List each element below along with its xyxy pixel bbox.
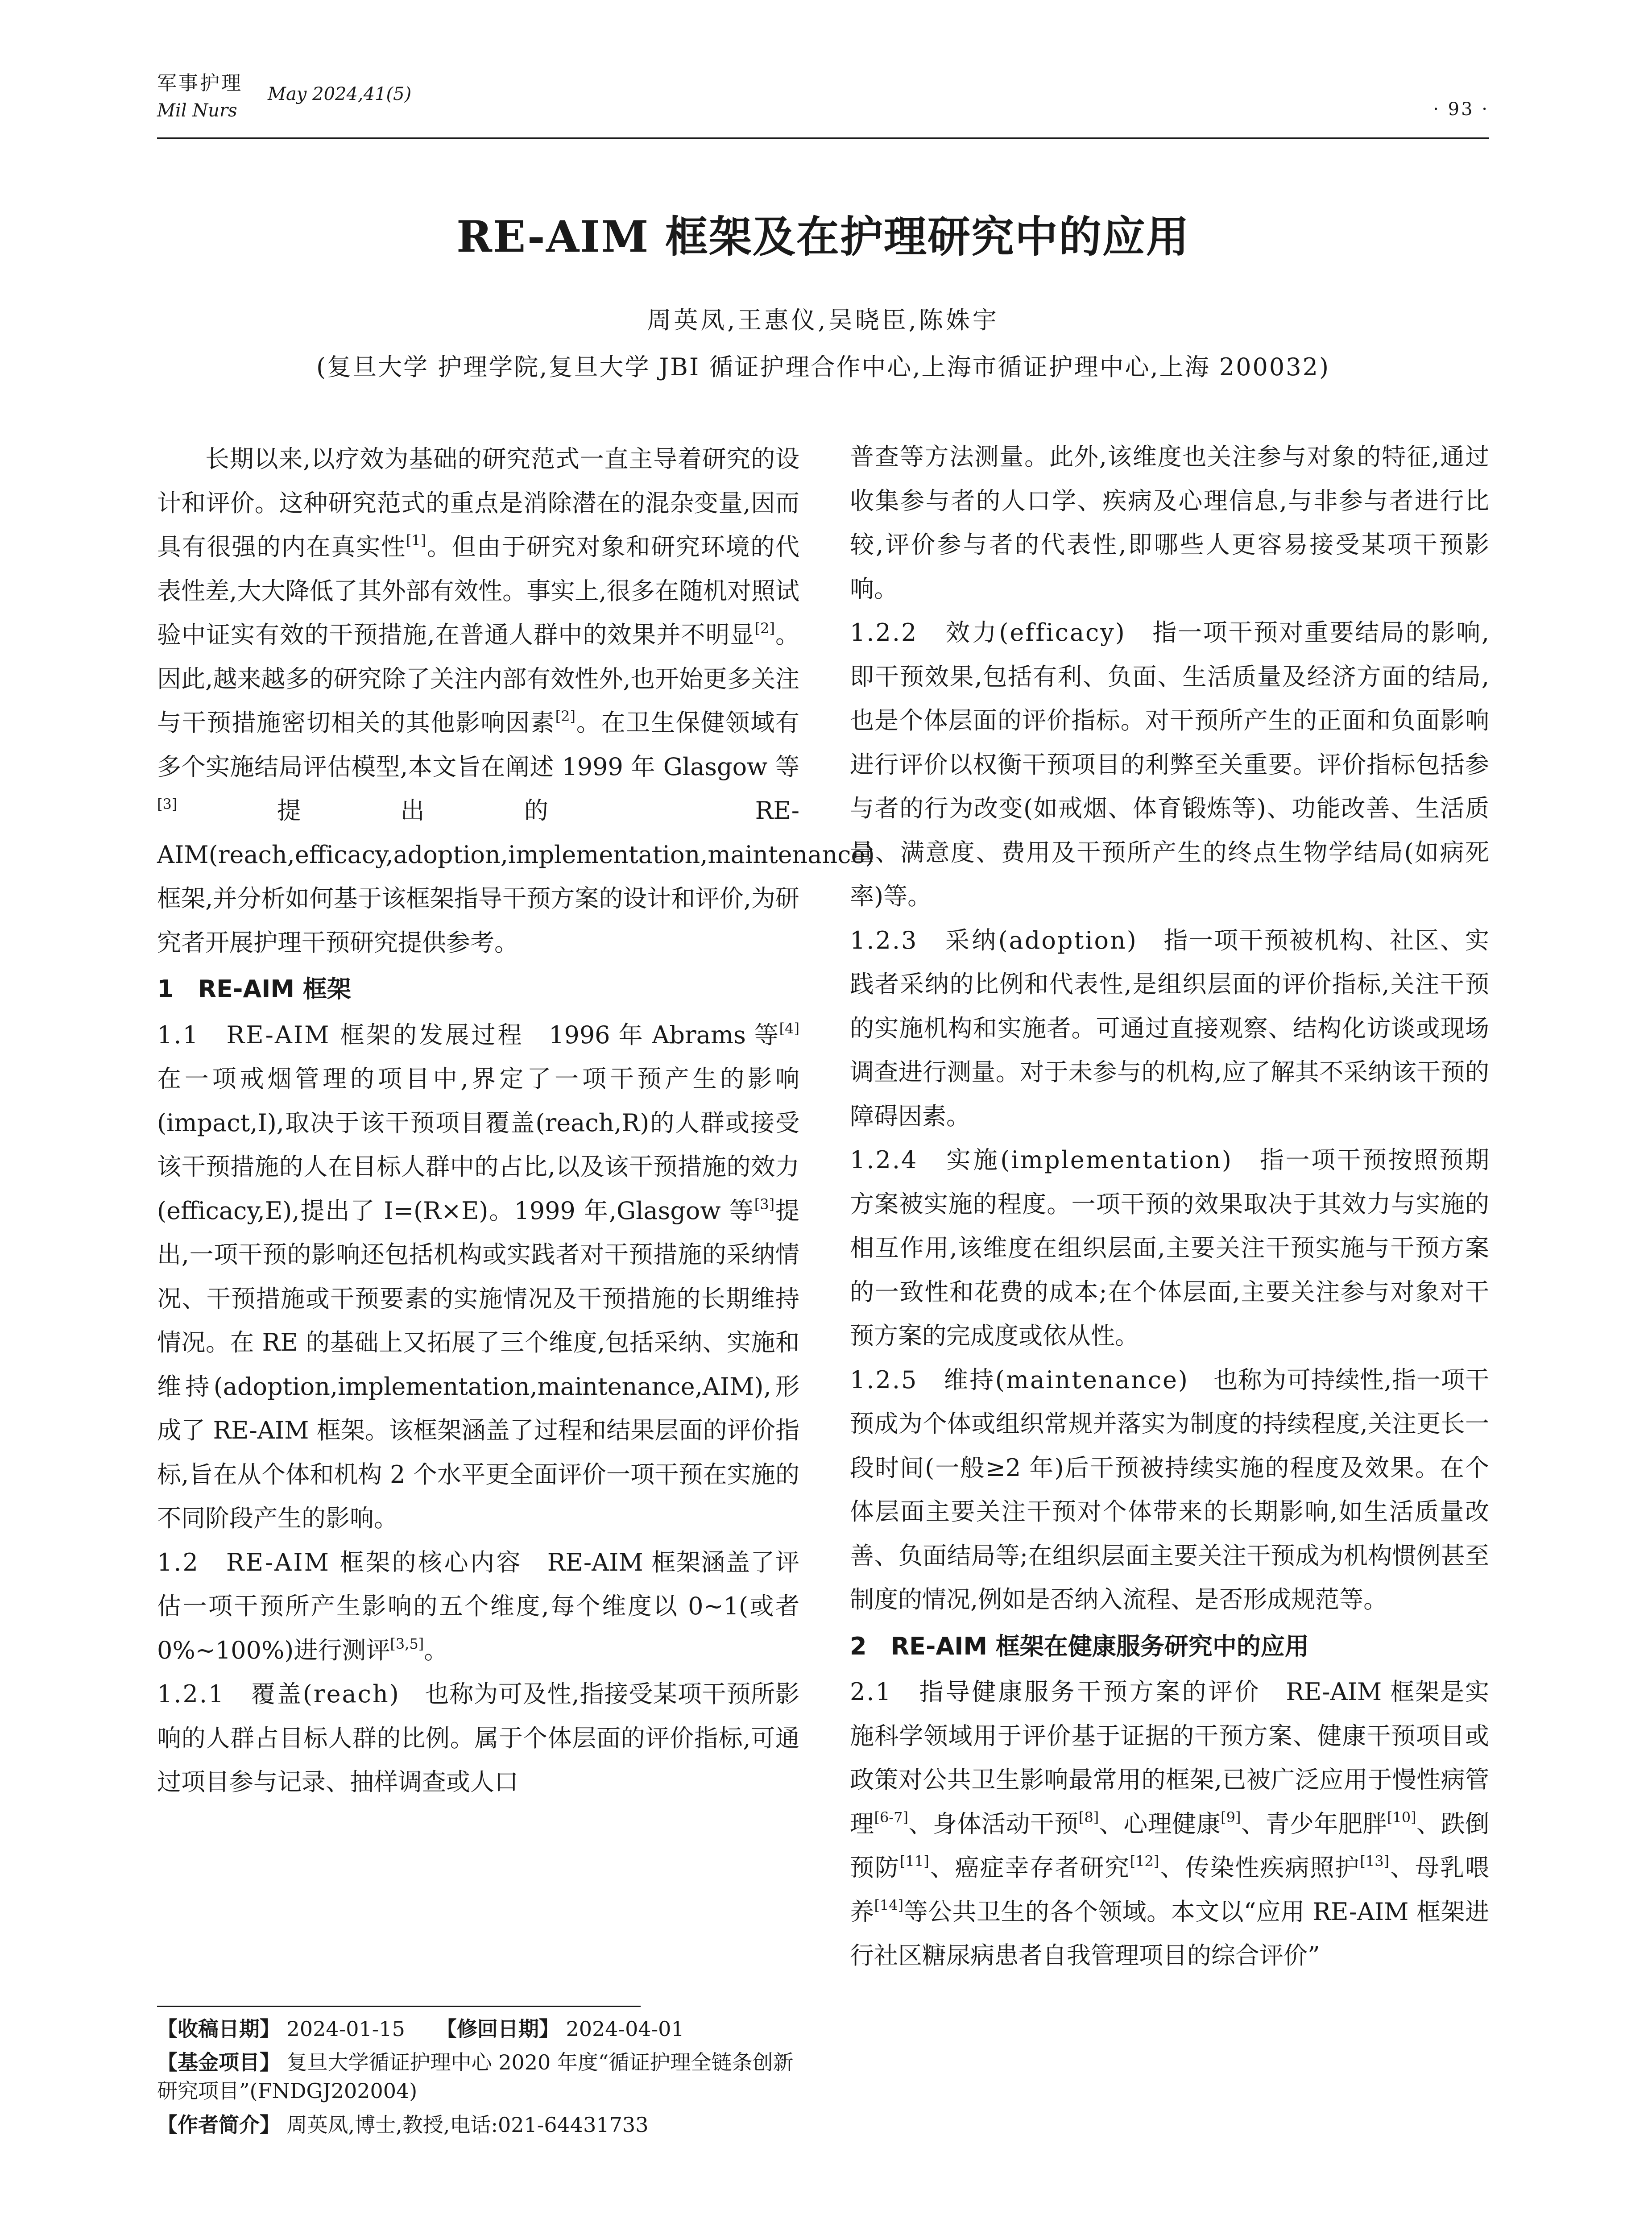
subsection-heading: 1.2.3 采纳(adoption) bbox=[850, 926, 1138, 954]
section-1-heading: 1 RE-AIM 框架 bbox=[157, 975, 351, 1003]
citation: [14] bbox=[874, 1896, 904, 1914]
intro-paragraph: 长期以来,以疗效为基础的研究范式一直主导着研究的设计和评价。这种研究范式的重点是消除潜在的混杂变量,因而具有很强的内在真实性[1]。但由于研究对象和研究环境的代表性差,大大降低了其外部有效性。事实上,很多在随机对照试验中证实有效的干预措施,在普通人群中的效果并不明显[2]。因此,越来越多的研究除了关注内部有效性外,也开始更多关注与干预措施密切相关的其他影响因素[2]。在卫生保健领域有多个实施结局评估模型,本文旨在阐述 1999 年 Glasgow 等[3]提出的 RE-AIM(reach,efficacy,adoption,implementation,maintenance)框架,并分析如何基于该框架指导干预方案的设计和评价,为研究者开展护理干预研究提供参考。 bbox=[157, 445, 875, 957]
subsection-heading: 1.2.2 效力(efficacy) bbox=[850, 618, 1126, 647]
header-rule bbox=[157, 137, 1489, 139]
citation: [4] bbox=[779, 1020, 799, 1037]
section-1-2-3: 1.2.3 采纳(adoption) 指一项干预被机构、社区、实践者采纳的比例和代表性,是组织层面的评价指标,关注干预的实施机构和实施者。可通过直接观察、结构化访谈或现场调查进行测量。对于未参与的机构,应了解其不采纳该干预的障碍因素。 bbox=[850, 926, 1489, 1130]
footnote-rule bbox=[157, 2006, 641, 2007]
journal-name-cn: 军事护理 bbox=[157, 72, 243, 95]
page-number: · 93 · bbox=[1433, 99, 1489, 120]
article-affiliation: (复旦大学 护理学院,复旦大学 JBI 循证护理合作中心,上海市循证护理中心,上海 200032) bbox=[316, 353, 1330, 381]
citation: [3] bbox=[754, 1195, 775, 1213]
subsection-heading: 1.2.5 维持(maintenance) bbox=[850, 1365, 1189, 1394]
journal-name-en: Mil Nurs bbox=[157, 100, 237, 121]
reach-continued: 普查等方法测量。此外,该维度也关注参与对象的特征,通过收集参与者的人口学、疾病及心理信息,与非参与者进行比较,评价参与者的代表性,即哪些人更容易接受某项干预影响。 bbox=[850, 443, 1489, 603]
section-1-2: 1.2 RE-AIM 框架的核心内容 RE-AIM 框架涵盖了评估一项干预所产生影响的五个维度,每个维度以 0~1(或者 0%~100%)进行测评[3,5]。 bbox=[157, 1548, 799, 1664]
article-authors: 周英凤,王惠仪,吴晓臣,陈姝宇 bbox=[647, 306, 999, 334]
footnote-fund: 【基金项目】 复旦大学循证护理中心 2020 年度“循证护理全链条创新研究项目”(FNDGJ202004) bbox=[157, 2050, 794, 2103]
citation: [3,5] bbox=[390, 1635, 424, 1652]
section-1-2-1: 1.2.1 覆盖(reach) 也称为可及性,指接受某项干预所影响的人群占目标人群的比例。属于个体层面的评价指标,可通过项目参与记录、抽样调查或人口 bbox=[157, 1680, 799, 1796]
article-title: RE-AIM 框架及在护理研究中的应用 bbox=[456, 211, 1190, 262]
right-column bbox=[850, 435, 1489, 1978]
subsection-heading: 1.2.4 实施(implementation) bbox=[850, 1146, 1233, 1174]
subsection-heading: 1.2.1 覆盖(reach) bbox=[157, 1680, 400, 1708]
citation: [9] bbox=[1221, 1808, 1241, 1826]
citation: [8] bbox=[1078, 1808, 1099, 1826]
citation: [13] bbox=[1360, 1853, 1390, 1870]
subsection-heading: 1.1 RE-AIM 框架的发展过程 bbox=[157, 1020, 524, 1049]
subsection-heading: 2.1 指导健康服务干预方案的评价 bbox=[850, 1678, 1261, 1706]
subsection-heading: 1.2 RE-AIM 框架的核心内容 bbox=[157, 1548, 523, 1576]
section-1-2-2: 1.2.2 效力(efficacy) 指一项干预对重要结局的影响,即干预效果,包括有利、负面、生活质量及经济方面的结局,也是个体层面的评价指标。对干预所产生的正面和负面影响进行评价以权衡干预项目的利弊至关重要。评价指标包括参与者的行为改变(如戒烟、体育锻炼等)、功能改善、生活质量、满意度、费用及干预所产生的终点生物学结局(如病死率)等。 bbox=[850, 618, 1490, 910]
footnote-dates: 【收稿日期】 2024-01-15 【修回日期】 2024-04-01 bbox=[157, 2017, 684, 2041]
issue-info: May 2024,41(5) bbox=[268, 84, 412, 104]
citation: [11] bbox=[900, 1853, 929, 1870]
section-1-2-5: 1.2.5 维持(maintenance) 也称为可持续性,指一项干预成为个体或组织常规并落实为制度的持续程度,关注更长一段时间(一般≥2 年)后干预被持续实施的程度及效果。在个体层面主要关注干预对个体带来的长期影响,如生活质量改善、负面结局等;在组织层面主要关注干预成为机构惯例甚至制度的情况,例如是否纳入流程、是否形成规范等。 bbox=[850, 1365, 1489, 1613]
citation: [3] bbox=[157, 796, 178, 813]
citation: [2] bbox=[555, 708, 576, 725]
citation: [1] bbox=[406, 532, 426, 549]
citation: [10] bbox=[1387, 1808, 1416, 1826]
citation: [2] bbox=[754, 620, 775, 637]
section-1-1: 1.1 RE-AIM 框架的发展过程 1996 年 Abrams 等[4]在一项戒烟管理的项目中,界定了一项干预产生的影响(impact,I),取决于该干预项目覆盖(reach,R)的人群或接受该干预措施的人在目标人群中的占比,以及该干预措施的效力(efficacy,E),提出了 I=(R×E)。1999 年,Glasgow 等[3]提出,一项干预的影响还包括机构或实践者对干预措施的采纳情况、干预措施或干预要素的实施情况及干预措施的长期维持情况。在 RE 的基础上又拓展了三个维度,包括采纳、实施和维持(adoption,implementation,maintenance,AIM),形成了 RE-AIM 框架。该框架涵盖了过程和结果层面的评价指标,旨在从个体和机构 2 个水平更全面评价一项干预在实施的不同阶段产生的影响。 bbox=[157, 1020, 799, 1532]
footnote-author: 【作者简介】 周英凤,博士,教授,电话:021-64431733 bbox=[157, 2113, 649, 2137]
section-1-2-4: 1.2.4 实施(implementation) 指一项干预按照预期方案被实施的程度。一项干预的效果取决于其效力与实施的相互作用,该维度在组织层面,主要关注干预实施与干预方案的一致性和花费的成本;在个体层面,主要关注参与对象对干预方案的完成度或依从性。 bbox=[850, 1146, 1490, 1350]
left-column bbox=[157, 437, 875, 1804]
citation: [6-7] bbox=[874, 1808, 908, 1826]
section-2-1: 2.1 指导健康服务干预方案的评价 RE-AIM 框架是实施科学领域用于评价基于证据的干预方案、健康干预项目或政策对公共卫生影响最常用的框架,已被广泛应用于慢性病管理[6-7]、身体活动干预[8]、心理健康[9]、青少年肥胖[10]、跌倒预防[11]、癌症幸存者研究[12]、传染性疾病照护[13]、母乳喂养[14]等公共卫生的各个领域。本文以“应用 RE-AIM 框架进行社区糖尿病患者自我管理项目的综合评价” bbox=[850, 1678, 1490, 1970]
citation: [12] bbox=[1130, 1853, 1159, 1870]
section-2-heading: 2 RE-AIM 框架在健康服务研究中的应用 bbox=[850, 1632, 1309, 1660]
